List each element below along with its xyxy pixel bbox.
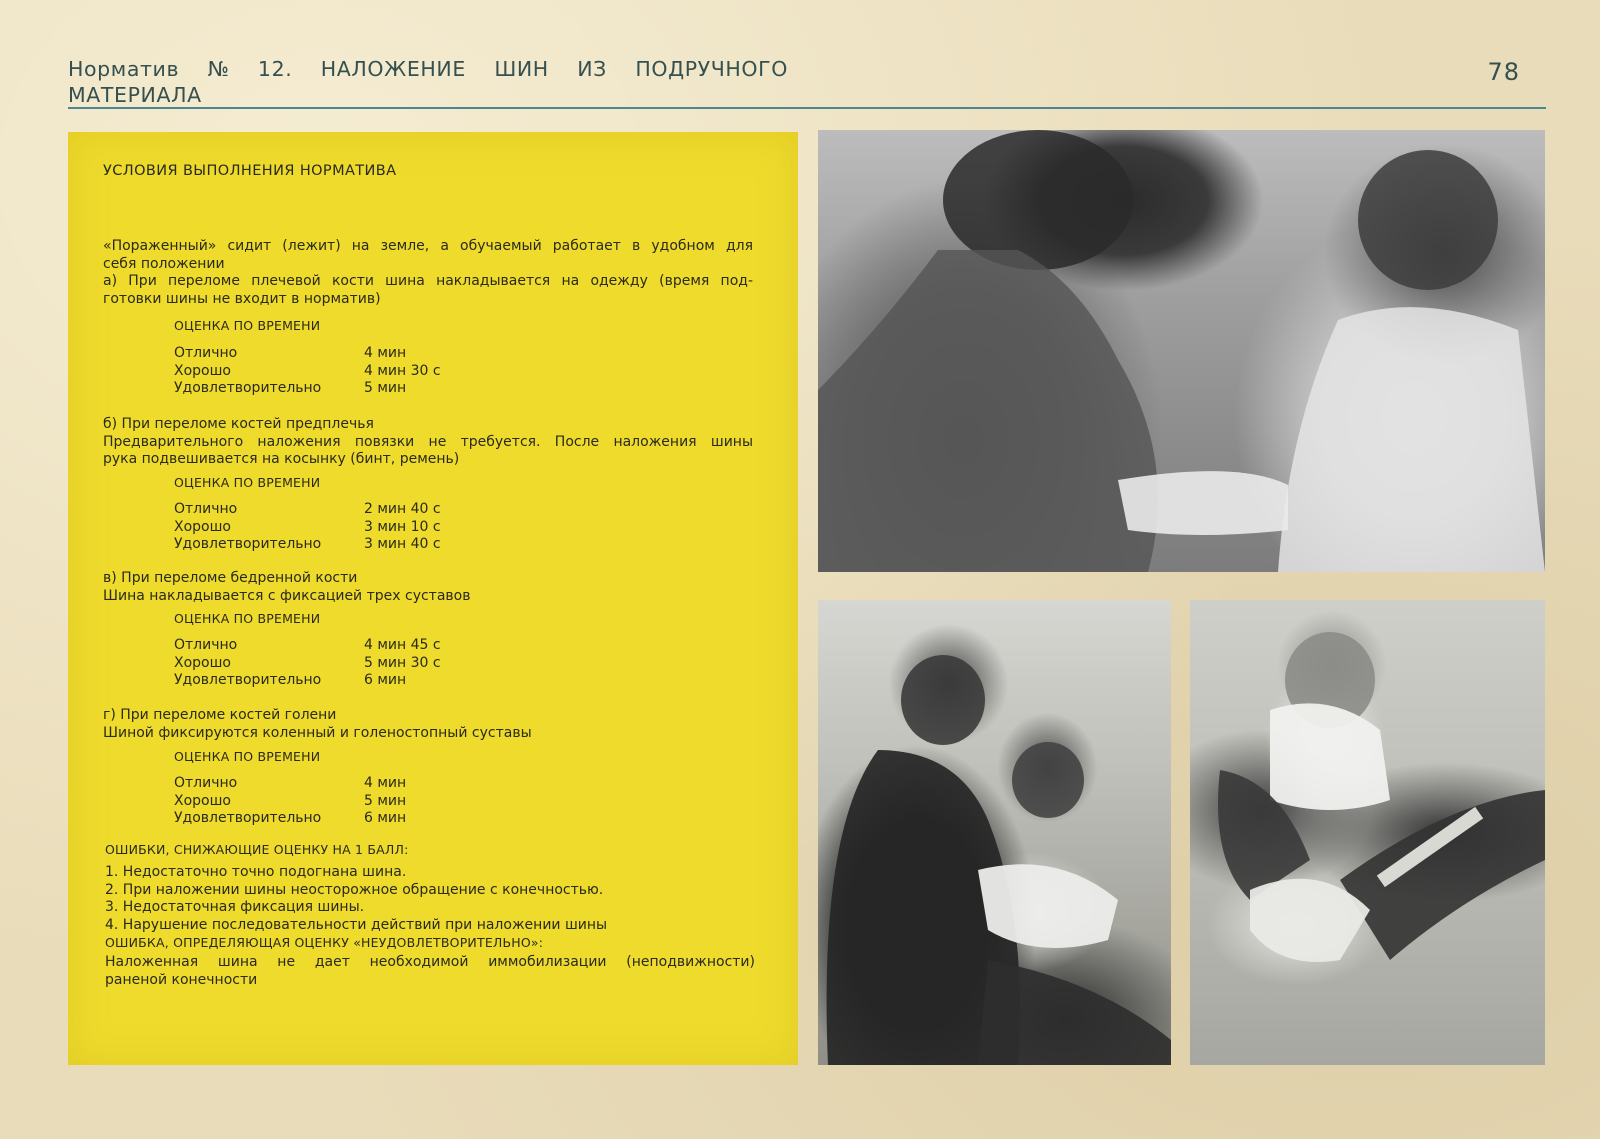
grade-row — [174, 380, 441, 398]
time-grades-heading: ОЦЕНКА ПО ВРЕМЕНИ — [174, 475, 321, 490]
text-line: себя положении — [103, 255, 225, 272]
title-word: НАЛОЖЕНИЕ — [320, 57, 466, 81]
text-line: Предварительного наложения повязки не требуется. После наложения шины — [103, 433, 753, 450]
grade-row — [174, 637, 441, 655]
section-b — [103, 416, 753, 469]
grades-table — [174, 345, 441, 398]
grade-row — [174, 536, 441, 554]
grade-label: Удовлетворительно — [174, 810, 322, 826]
grade-time: 4 мин — [364, 775, 407, 791]
header-divider — [68, 107, 1546, 109]
photo-illustration — [1190, 600, 1545, 1065]
text-line: раненой конечности — [105, 971, 258, 988]
grade-label: Хорошо — [174, 792, 231, 809]
grade-label: Хорошо — [174, 654, 231, 671]
grade-label: Отлично — [174, 637, 238, 653]
text-line: б) При переломе костей предплечья — [103, 416, 374, 432]
fail-paragraph — [105, 954, 755, 989]
text-line: рука подвешивается на косынку (бинт, ремень) — [103, 451, 460, 467]
photo-illustration — [818, 600, 1171, 1065]
list-item: 3. Недостаточная фиксация шины. — [105, 899, 365, 915]
grades-table — [174, 775, 406, 828]
grade-row — [174, 345, 441, 363]
title-word: ИЗ — [577, 57, 607, 81]
time-grades-heading: ОЦЕНКА ПО ВРЕМЕНИ — [174, 318, 321, 333]
grade-label: Хорошо — [174, 518, 231, 535]
photo-splinting-leg — [1190, 600, 1545, 1065]
grade-time: 5 мин 30 с — [364, 654, 441, 671]
photo-splinting-forearm — [818, 600, 1171, 1065]
title-word: Норматив — [68, 57, 180, 81]
grade-row — [174, 655, 441, 673]
grade-label: Удовлетворительно — [174, 536, 322, 552]
text-line: г) При переломе костей голени — [103, 707, 337, 723]
grade-label: Отлично — [174, 775, 238, 791]
grade-time: 6 мин — [364, 810, 407, 826]
grade-row — [174, 501, 441, 519]
photo-illustration — [818, 130, 1545, 572]
grade-time: 5 мин — [364, 792, 407, 809]
grade-time: 6 мин — [364, 672, 407, 688]
grade-row — [174, 793, 406, 811]
title-word: ШИН — [494, 57, 549, 81]
grade-row — [174, 810, 406, 828]
title-word: 12. — [257, 57, 293, 81]
grade-row — [174, 519, 441, 537]
title-line-1 — [68, 56, 788, 82]
errors-heading: ОШИБКИ, СНИЖАЮЩИЕ ОЦЕНКУ НА 1 БАЛЛ: — [105, 842, 409, 857]
title-line-2: МАТЕРИАЛА — [68, 83, 202, 107]
fail-heading: ОШИБКА, ОПРЕДЕЛЯЮЩАЯ ОЦЕНКУ «НЕУДОВЛЕТВОРИТЕЛЬНО»: — [105, 935, 544, 950]
title-word: ПОДРУЧНОГО — [635, 57, 788, 81]
title-word: № — [207, 57, 230, 81]
grades-table — [174, 501, 441, 554]
list-item: 4. Нарушение последовательности действий при наложении шины — [105, 916, 608, 933]
page-title — [68, 56, 788, 108]
grade-row — [174, 672, 441, 690]
grade-row — [174, 363, 441, 381]
grade-time: 3 мин 40 с — [364, 536, 441, 552]
grade-time: 5 мин — [364, 380, 407, 396]
grade-label: Отлично — [174, 501, 238, 517]
grade-label: Хорошо — [174, 362, 231, 379]
conditions-heading: УСЛОВИЯ ВЫПОЛНЕНИЯ НОРМАТИВА — [103, 163, 397, 179]
time-grades-heading: ОЦЕНКА ПО ВРЕМЕНИ — [174, 611, 321, 626]
errors-list — [105, 864, 607, 934]
grade-time: 2 мин 40 с — [364, 501, 441, 517]
grade-label: Отлично — [174, 345, 238, 361]
grade-label: Удовлетворительно — [174, 380, 322, 396]
text-line: Шина накладывается с фиксацией трех суставов — [103, 587, 471, 604]
page-number: 78 — [1487, 58, 1520, 86]
grade-time: 3 мин 10 с — [364, 518, 441, 535]
section-c — [103, 570, 753, 605]
photo-splinting-arm — [818, 130, 1545, 572]
intro-paragraph — [103, 238, 753, 308]
list-item: 2. При наложении шины неосторожное обращение с конечностью. — [105, 881, 604, 898]
text-line: «Пораженный» сидит (лежит) на земле, а обучаемый работает в удобном для — [103, 238, 753, 254]
text-line: готовки шины не входит в норматив) — [103, 290, 381, 307]
grades-table — [174, 637, 441, 690]
list-item: 1. Недостаточно точно подогнана шина. — [105, 864, 407, 880]
text-line: в) При переломе бедренной кости — [103, 570, 358, 586]
text-line: Шиной фиксируются коленный и голеностопный суставы — [103, 724, 532, 741]
section-d — [103, 707, 753, 742]
time-grades-heading: ОЦЕНКА ПО ВРЕМЕНИ — [174, 749, 321, 764]
grade-row — [174, 775, 406, 793]
grade-label: Удовлетворительно — [174, 672, 322, 688]
text-line: а) При переломе плечевой кости шина накладывается на одежду (время под- — [103, 273, 753, 289]
text-line: Наложенная шина не дает необходимой иммобилизации (неподвижности) — [105, 954, 755, 970]
grade-time: 4 мин — [364, 345, 407, 361]
grade-time: 4 мин 30 с — [364, 362, 441, 379]
grade-time: 4 мин 45 с — [364, 637, 441, 653]
